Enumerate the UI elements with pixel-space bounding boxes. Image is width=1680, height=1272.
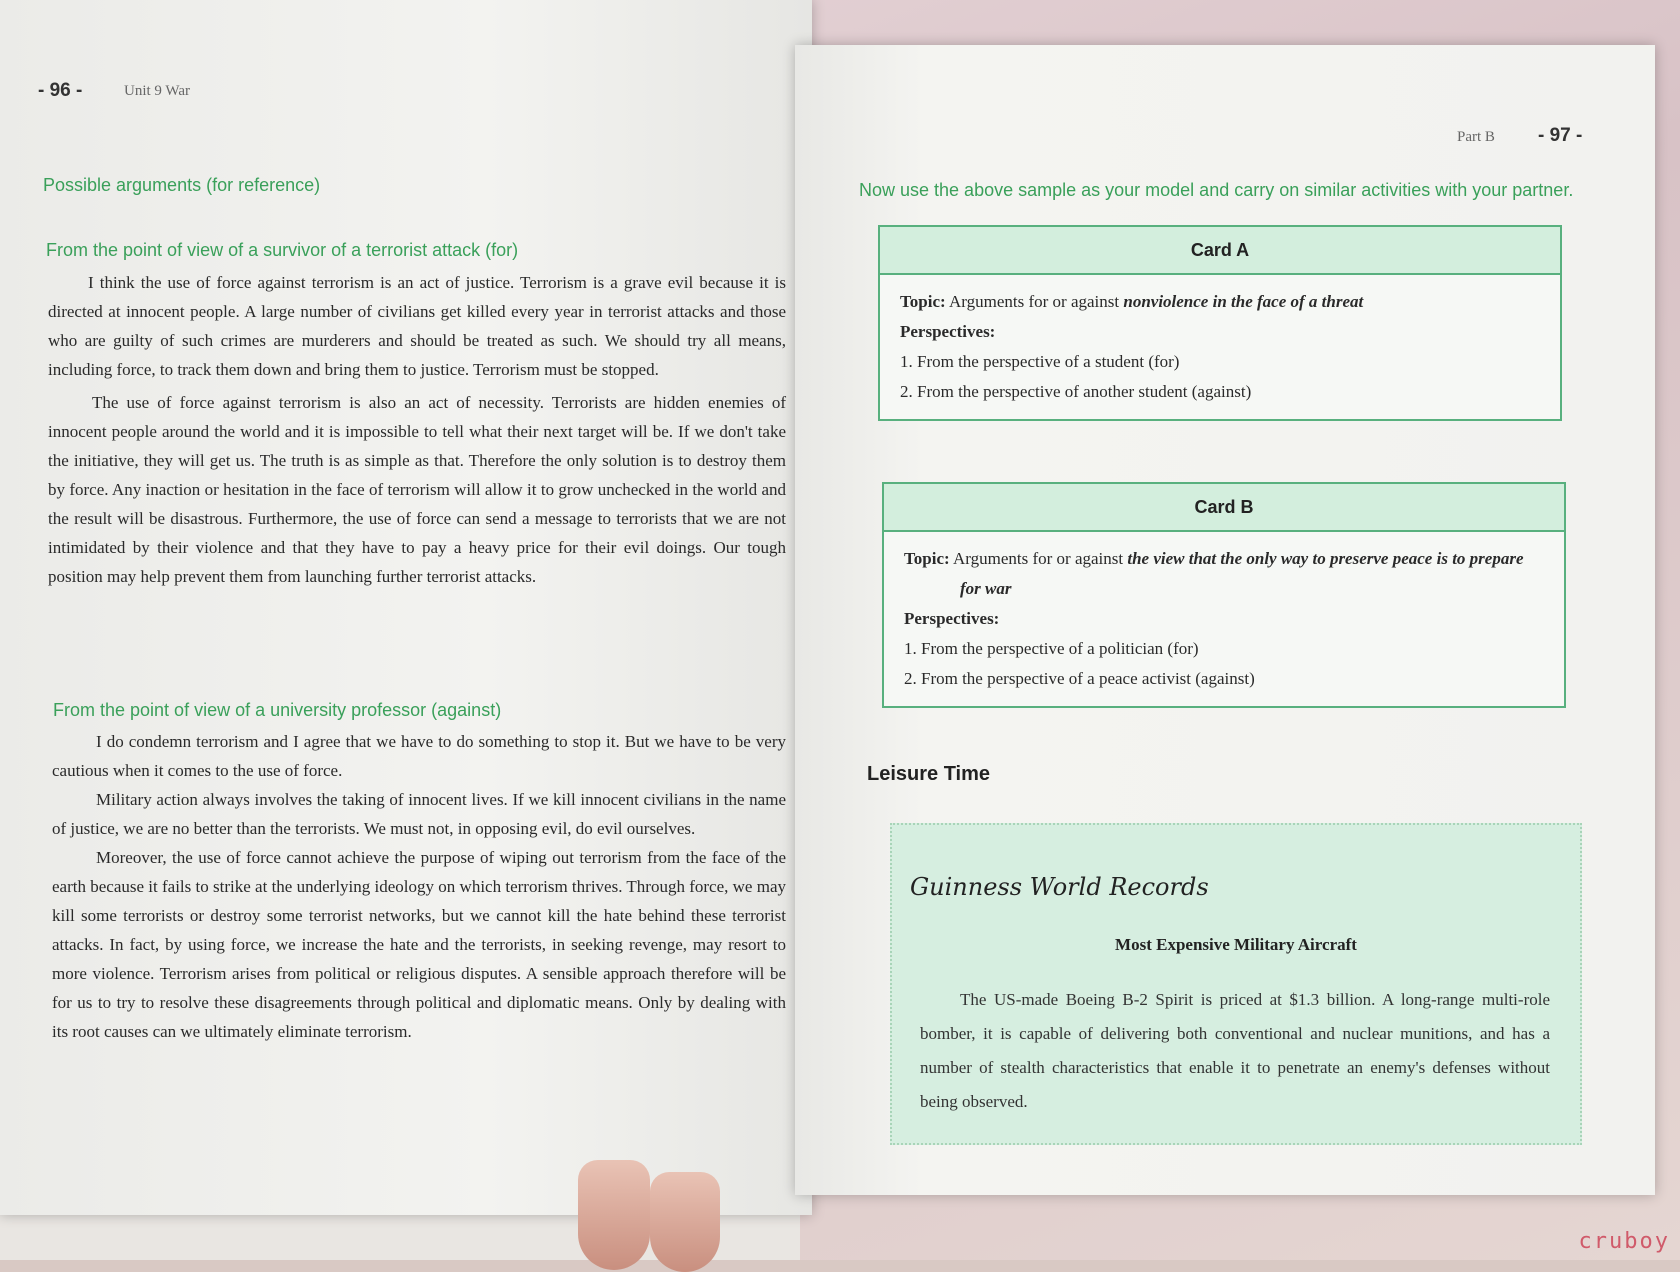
running-head-left: Unit 9 War [124, 83, 191, 99]
record-text-content: The US-made Boeing B-2 Spirit is priced at $1.3 billion. A long-range multi-role bomber, it is capable of delivering both conventional and nuclear munitions, and has a number of stealth characteristics that enable it to penetrate an enemy's defenses without being observed. [920, 990, 1550, 1111]
card-b-title: Card B [884, 484, 1564, 532]
card-b-item: 2. From the perspective of a peace activist (against) [904, 669, 1255, 688]
finger [650, 1172, 720, 1272]
leisure-time-title: Leisure Time [867, 763, 991, 785]
arg1-paragraph-2: The use of force against terrorism is also an act of necessity. Terrorists are hidden enemies of innocent people around the world and it is impossible to tell what their next target will be. If we don't take the initiative, they will get us. The truth is as simple as that. Therefore the only solution is to destroy them by force. Any inaction or hesitation in the face of terrorism will allow it to grow unchecked in the world and the result will be disastrous. Furthermore, the use of force can send a message to terrorists that we are not intimidated by their violence and that they have to pay a heavy price for their evil doings. Our tough position may help prevent them from launching further terrorist attacks. [48, 393, 786, 586]
page-number-left: - 96 - [38, 80, 83, 101]
card-b-topic [904, 544, 1544, 574]
card-b-item: 1. From the perspective of a politician (for) [904, 639, 1199, 658]
record-text [920, 983, 1550, 1119]
guinness-record-box [890, 823, 1582, 1145]
card-a-item: 2. From the perspective of another student (against) [900, 382, 1252, 401]
arg1-body [48, 268, 786, 591]
running-head-right: Part B [1457, 129, 1495, 145]
guinness-logo: Guinness World Records [910, 873, 1209, 901]
finger [578, 1160, 650, 1270]
card-b-topic-emphasis: the view that the only way to preserve peace is to prepare [1127, 549, 1524, 568]
arg2-paragraph-1: I do condemn terrorism and I agree that we have to do something to stop it. But we have to be very cautious when it comes to the use of force. [52, 732, 786, 780]
arg2-paragraph-3: Moreover, the use of force cannot achieve the purpose of wiping out terrorism from the face of the earth because it fails to strike at the underlying ideology on which terrorism thrives. Through force, we may kill some terrorists or destroy some terrorist networks, but we cannot kill the hate behind these terrorist attacks. In fact, by using force, we increase the hate and the terrorists, in seeking revenge, may resort to more violence. Terrorism arises from political or religious disputes. A sensible approach therefore will be for us to try to resolve these disagreements through political and diplomatic means. Only by dealing with its root causes can we ultimately eliminate terrorism. [52, 848, 786, 1041]
right-page [795, 45, 1655, 1195]
record-title: Most Expensive Military Aircraft [1115, 935, 1357, 954]
card-a-perspectives-label: Perspectives: [900, 322, 996, 341]
arg1-paragraph-1: I think the use of force against terrorism is an act of justice. Terrorism is a grave evil because it is directed at innocent people. A large number of civilians get killed every year in terrorist attacks and those who are guilty of such crimes are murderers and should be treated as such. We should try all means, including force, to track them down and bring them to justice. Terrorism must be stopped. [48, 273, 786, 379]
card-a-item: 1. From the perspective of a student (for) [900, 352, 1180, 371]
card-a-topic-label: Topic: [900, 292, 946, 311]
card-a-topic-text: Arguments for or against [948, 292, 1120, 311]
card-b-perspectives-label: Perspectives: [904, 609, 1000, 628]
card-a-body [880, 275, 1560, 419]
card-a [878, 225, 1562, 421]
watermark: cruboy [1578, 1229, 1670, 1254]
card-b [882, 482, 1566, 708]
card-b-body [884, 532, 1564, 706]
arg2-heading: From the point of view of a university professor (against) [53, 700, 502, 720]
arg2-paragraph-2: Military action always involves the taking of innocent lives. If we kill innocent civilians in the name of justice, we are no better than the terrorists. We must not, in opposing evil, do evil ourselves. [52, 790, 786, 838]
page-number-right: - 97 - [1538, 125, 1583, 146]
arg2-body [52, 727, 786, 1046]
card-b-topic-emphasis-continued: for war [960, 579, 1012, 598]
card-a-topic-emphasis: nonviolence in the face of a threat [1123, 292, 1364, 311]
left-page [0, 0, 812, 1215]
arg1-heading: From the point of view of a survivor of a terrorist attack (for) [46, 240, 519, 260]
card-b-topic-text: Arguments for or against [952, 549, 1124, 568]
card-a-topic [900, 287, 1540, 317]
card-b-topic-label: Topic: [904, 549, 950, 568]
card-a-title: Card A [880, 227, 1560, 275]
section-title: Possible arguments (for reference) [43, 175, 321, 195]
instruction-text: Now use the above sample as your model and carry on similar activities with your partner. [859, 180, 1574, 200]
